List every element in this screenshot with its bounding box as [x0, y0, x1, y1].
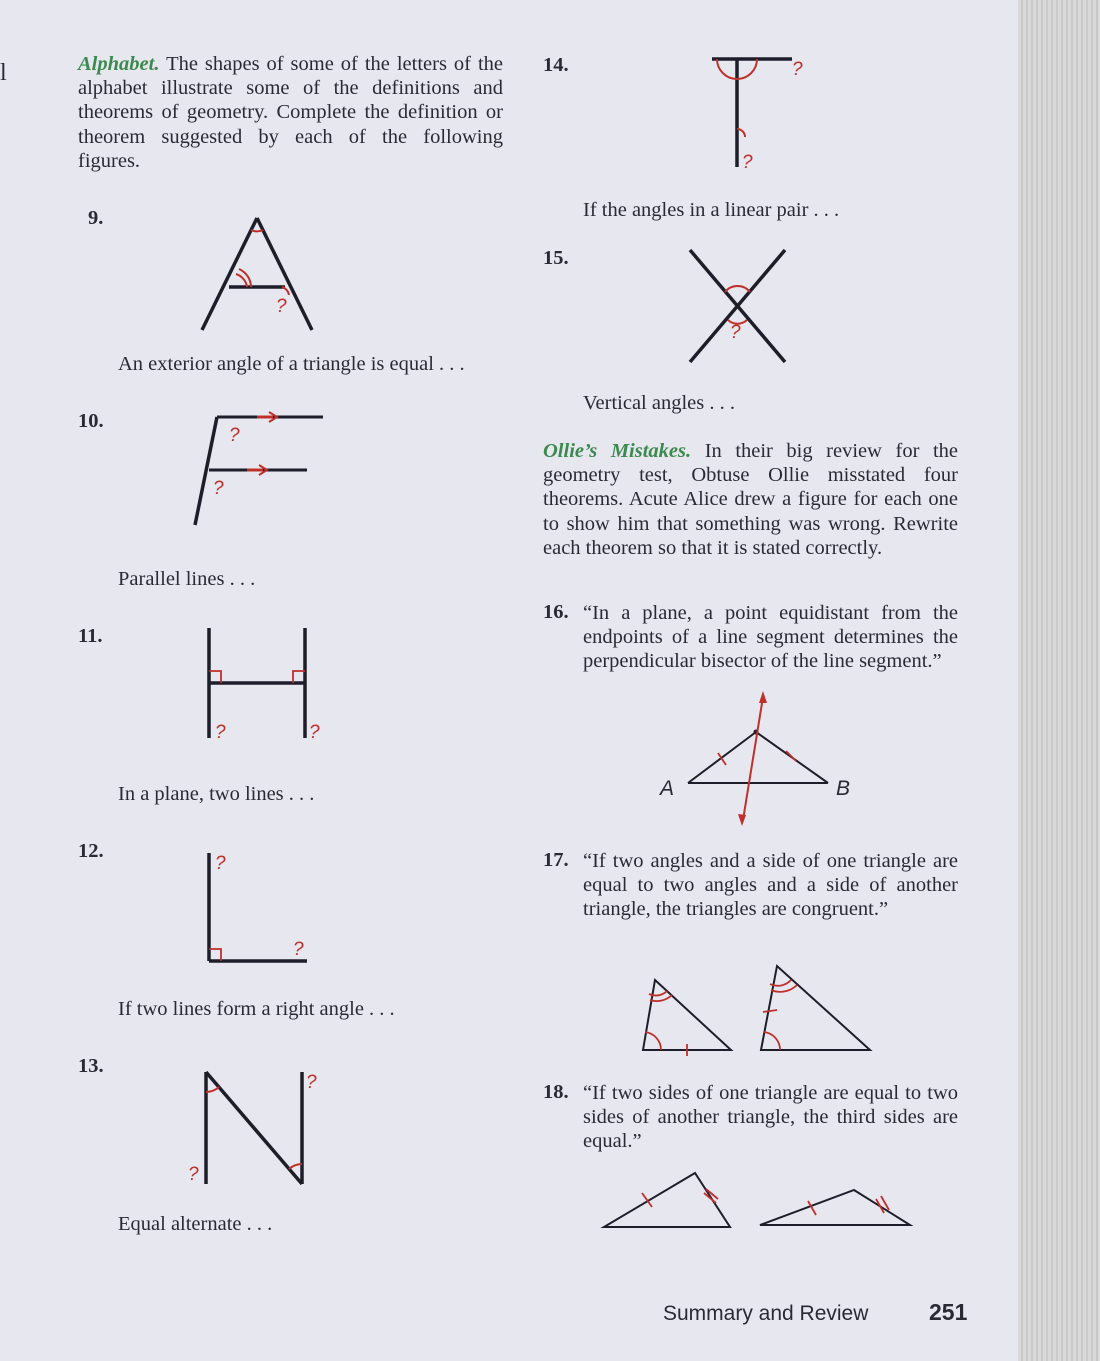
book-binding-edge — [1018, 0, 1100, 1361]
fig9-question-mark: ? — [276, 296, 287, 317]
fig14-question-mark-2: ? — [742, 152, 753, 173]
problem-13-caption: Equal alternate . . . — [118, 1213, 273, 1235]
mistake-17-number: 17. — [543, 849, 569, 871]
problem-9-caption: An exterior angle of a triangle is equal . . . — [118, 353, 465, 375]
footer-section-title: Summary and Review — [663, 1302, 869, 1325]
fig12-question-mark-1: ? — [215, 853, 226, 874]
figure-letter-l — [195, 845, 320, 970]
problem-9-number: 9. — [88, 207, 104, 229]
figure-18-triangles — [600, 1165, 915, 1235]
fig12-question-mark-2: ? — [293, 939, 304, 960]
fig15-question-mark: ? — [730, 322, 741, 343]
fig14-question-mark-1: ? — [792, 59, 803, 80]
figure-16-bisector — [650, 685, 860, 830]
fig11-question-mark-2: ? — [309, 722, 320, 743]
figure-letter-n — [180, 1062, 330, 1192]
mistake-16-number: 16. — [543, 601, 569, 623]
fig10-question-mark-1: ? — [229, 425, 240, 446]
alphabet-intro — [78, 52, 503, 173]
fig16-label-b: B — [836, 777, 851, 800]
problem-12-number: 12. — [78, 840, 104, 862]
fig16-label-a: A — [660, 777, 675, 800]
problem-11-caption: In a plane, two lines . . . — [118, 783, 315, 805]
fig11-question-mark-1: ? — [215, 722, 226, 743]
mistake-16-text: “In a plane, a point equidistant from the endpoints of a line segment determines the perpendicular bisector of the line segment.” — [583, 602, 958, 673]
figure-letter-h — [195, 620, 330, 745]
figure-17-triangles — [635, 960, 875, 1060]
ollie-heading: Ollie’s Mistakes. — [543, 440, 692, 462]
fig10-question-mark-2: ? — [213, 478, 224, 499]
mistake-18-text: “If two sides of one triangle are equal to two sides of another triangle, the third sides are equal.” — [583, 1082, 958, 1153]
problem-15-caption: Vertical angles . . . — [583, 392, 735, 414]
problem-10-caption: Parallel lines . . . — [118, 568, 256, 590]
problem-14-number: 14. — [543, 54, 569, 76]
figure-letter-f — [185, 405, 335, 530]
alphabet-intro-text: The shapes of some of the letters of the alphabet illustrate some of the definitions and theorems of geometry. Complete the definition or theorem suggested by each of the following figures. — [78, 53, 503, 172]
ollie-intro-text: In their big review for the geometry test, Obtuse Ollie misstated four theorems. Acute Alice drew a figure for each one to show him that something was wrong. Rewrite each theorem so that it is stated correctly. — [543, 440, 959, 559]
problem-15-number: 15. — [543, 247, 569, 269]
figure-letter-a — [190, 210, 330, 340]
mistake-18-number: 18. — [543, 1081, 569, 1103]
figure-letter-x — [680, 240, 795, 370]
problem-14-caption: If the angles in a linear pair . . . — [583, 199, 840, 221]
alphabet-heading: Alphabet. — [78, 53, 160, 75]
left-edge-mark: l — [0, 60, 7, 86]
footer-page-number: 251 — [929, 1299, 968, 1325]
problem-11-number: 11. — [78, 625, 103, 647]
problem-10-number: 10. — [78, 410, 104, 432]
fig13-question-mark-2: ? — [188, 1164, 199, 1185]
problem-12-caption: If two lines form a right angle . . . — [118, 998, 395, 1020]
ollie-intro — [543, 439, 958, 560]
fig13-question-mark-1: ? — [306, 1072, 317, 1093]
figure-letter-t — [700, 45, 820, 175]
mistake-17-text: “If two angles and a side of one triangle are equal to two angles and a side of another triangle, the triangles are congruent.” — [583, 850, 958, 921]
problem-13-number: 13. — [78, 1055, 104, 1077]
